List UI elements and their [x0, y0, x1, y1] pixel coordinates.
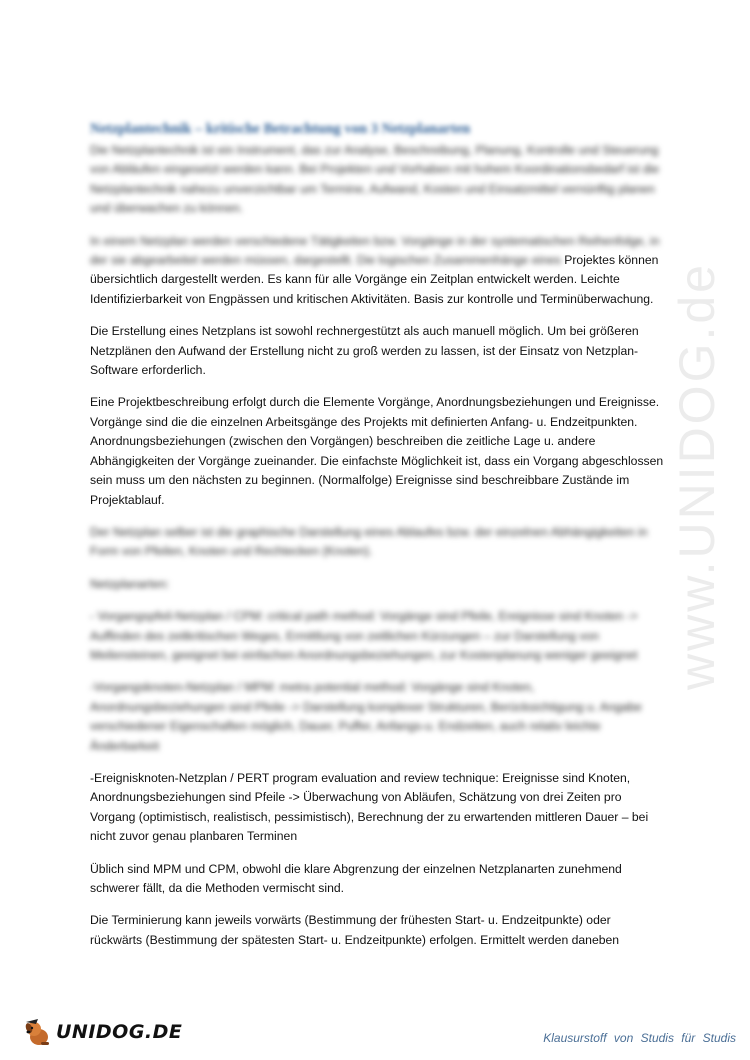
footer-tagline: Klausurstoff von Studis für Studis	[543, 1031, 736, 1045]
paragraph-terminierung: Die Terminierung kann jeweils vorwärts (Bestimmung der frühesten Start- u. Endzeitpunkte) oder rückwärts (Bestimmung der spätesten Start- u. Endzeitpunkte) erfolgen. Ermittelt werden daneben	[90, 913, 620, 947]
paragraph-projektbeschreibung: Eine Projektbeschreibung erfolgt durch die Elemente Vorgänge, Anordnungsbeziehungen und Ereignisse. Vorgänge sind die die einzelnen Arbeitsgänge des Projekts mit definierten Anfang- u. Endzeitpunkten. Anordnungsbeziehungen (zwischen den Vorgängen) beschreiben die zeitliche Lage u. andere Abhängigkeiten der Vorgänge zueinander. Die einfachste Möglichkeit ist, dass ein Vorgang abgeschlossen sein muss um den nächsten zu beginnen. (Normalfolge) Ereignisse sind beschreibbare Zustände im Projektablauf.	[90, 395, 664, 507]
logo-text: UNIDOG.DE	[56, 1021, 183, 1043]
document-title: Netzplantechnik – kritische Betrachtung von 3 Netzplanarten	[90, 121, 471, 137]
unidog-logo	[22, 1015, 182, 1049]
watermark: www.UNIDOG.de	[669, 262, 725, 690]
paragraph-mpm: -Vorgangsknoten-Netzplan / MPM: metra potential method: Vorgänge sind Knoten, Anordnungsbeziehungen sind Pfeile -> Darstellung komplexer Strukturen, Berücksichtigung u. Angabe verschiedener Eigenschaften möglich, Dauer, Puffer, Anfangs-u. Endzeiten, auch relativ leichte Änderbarkeit	[90, 680, 642, 753]
paragraph-netzplanarten-heading: Netzplanarten:	[90, 576, 170, 591]
paragraph-pert: -Ereignisknoten-Netzplan / PERT program evaluation and review technique: Ereignisse sind Knoten, Anordnungsbeziehungen sind Pfeile -> Überwachung von Abläufen, Schätzung von drei Zeiten pro Vorgang (optimistisch, realistisch, pessimistisch), Berechnung der zu erwartenden mittleren Dauer – bei nicht zuvor genau planbaren Terminen	[90, 770, 649, 844]
paragraph-cpm: - Vorgangspfeil-Netzplan / CPM: critical path method: Vorgänge sind Pfeile, Ereignisse sind Knoten -> Auffinden des zeitkritischen Weges, Ermittlung von zeitlichen Kürzungen – zur Darstellung von Meilensteinen, geeignet bei einfachen Anordnungsbeziehungen, zur Kostenplanung weniger geeignet	[90, 609, 638, 662]
paragraph-netzplan	[90, 232, 665, 310]
dog-icon	[22, 1016, 54, 1048]
paragraph-darstellung: Der Netzplan selber ist die graphische Darstellung eines Ablaufes bzw. der einzelnen Abhängigkeiten in Form von Pfeilen, Knoten und Rechtecken (Knoten).	[90, 524, 648, 559]
document-body	[90, 120, 665, 963]
paragraph-erstellung: Die Erstellung eines Netzplans ist sowohl rechnergestützt als auch manuell möglich. Um bei größeren Netzplänen den Aufwand der Erstellung nicht zu groß werden zu lassen, ist der Einsatz von Netzplan-Software erforderlich.	[90, 324, 639, 378]
paragraph-ueblich: Üblich sind MPM und CPM, obwohl die klare Abgrenzung der einzelnen Netzplanarten zunehmend schwerer fällt, da die Methoden vermischt sind.	[90, 861, 622, 895]
paragraph-intro: Die Netzplantechnik ist ein Instrument, das zur Analyse, Beschreibung, Planung, Kontrolle und Steuerung von Abläufen eingesetzt werden kann. Bei Projekten und Vorhaben mit hohem Koordinationsbedarf ist die Netzplantechnik nahezu unverzichtbar um Termine, Aufwand, Kosten und Einsatzmittel vernünftig planen und überwachen zu können.	[90, 143, 660, 216]
paragraph-netzplan-blurred: In einem Netzplan werden verschiedene Tätigkeiten bzw. Vorgänge in der systematischen Reihenfolge, in der sie abgearbeitet werden müssen, dargestellt. Die logischen Zusammenhänge eines	[90, 233, 660, 268]
paragraph-netzplan-visible: Projektes können übersichtlich dargestellt werden. Es kann für alle Vorgänge ein Zeitplan entwickelt werden. Leichte Identifizierbarkeit von Engpässen und kritischen Aktivitäten. Basis zur kontrolle und Terminüberwachung.	[90, 253, 659, 306]
